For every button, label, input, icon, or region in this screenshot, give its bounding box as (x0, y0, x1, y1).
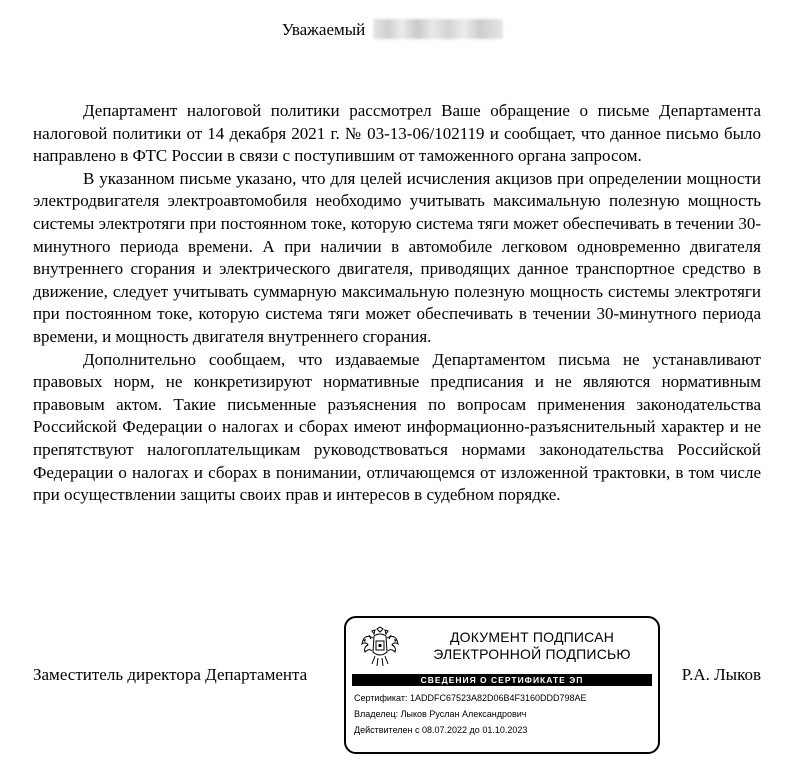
signer-title: Заместитель директора Департамента (33, 665, 308, 684)
stamp-header-line: ЭЛЕКТРОННОЙ ПОДПИСЬЮ (433, 646, 631, 662)
electronic-signature-stamp (344, 616, 660, 754)
paragraph: Департамент налоговой политики рассмотрел Ваше обращение о письме Департамента налоговой политики от 14 декабря 2021 г. № 03-13-06/102119 и сообщает, что данное письмо было направлено в ФТС России в связи с поступившим от таможенного органа запросом. (33, 101, 761, 166)
paragraph: Дополнительно сообщаем, что издаваемые Департаментом письма не устанавливают правовых норм, не конкретизируют нормативные предписания и не являются нормативным правовым актом. Такие письменные разъяснения по вопросам применения законодательства Российской Федерации о налогах и сборах имеют информационно-разъяснительный характер и не препятствуют налогоплательщикам руководствоваться нормами законодательства Российской Федерации о налогах и сборах в понимании, отличающемся от изложенной трактовки, в том числе при осуществлении защиты своих прав и интересов в судебном порядке. (33, 349, 761, 505)
stamp-header (406, 629, 658, 663)
paragraph: В указанном письме указано, что для целей исчисления акцизов при определении мощности электродвигателя электроавтомобиля необходимо учитывать максимальную полезную мощность системы электротяги при постоянном токе, которую система тяги может обеспечивать в течении 30-минутного периода времени. А при наличии в автомобиле легковом одновременно двигателя внутреннего сгорания и электрического двигателя, приводящих данное транспортное средство в движение, следует учитывать суммарную максимальную полезную мощность системы электротяги при постоянном токе, которую система тяги может обеспечивать в течении 30-минутного периода времени, и мощность двигателя внутреннего сгорания. (33, 168, 761, 346)
greeting-line (0, 18, 785, 42)
certificate-number: Сертификат: 1ADDFC67523A82D06B4F3160DDD798AE (354, 693, 587, 703)
coat-of-arms-icon (360, 626, 400, 670)
redacted-name (373, 19, 503, 39)
signer-name: Р.А. Лыков (681, 665, 761, 684)
stamp-header-line: ДОКУМЕНТ ПОДПИСАН (449, 629, 615, 645)
stamp-certificate-bar: СВЕДЕНИЯ О СЕРТИФИКАТЕ ЭП (352, 674, 652, 686)
certificate-owner: Владелец: Лыков Руслан Александрович (354, 709, 527, 719)
greeting-word: Уважаемый (281, 20, 366, 39)
certificate-validity: Действителен с 08.07.2022 до 01.10.2023 (354, 725, 528, 735)
letter-body (33, 100, 761, 507)
